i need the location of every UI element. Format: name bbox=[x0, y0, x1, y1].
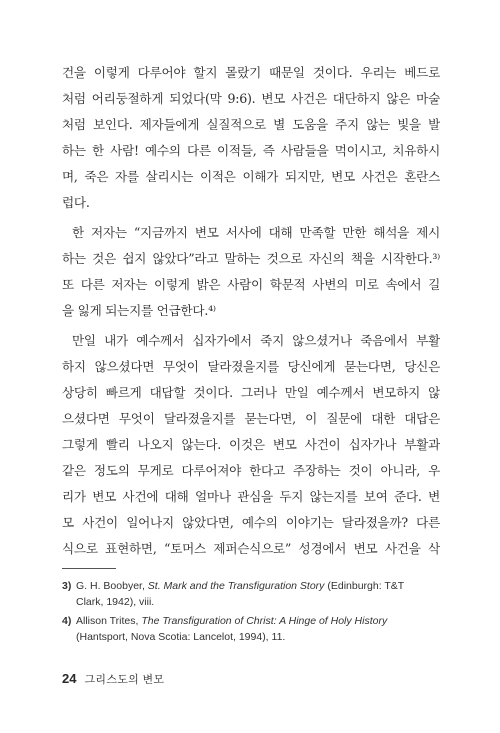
running-title: 그리스도의 변모 bbox=[84, 674, 165, 686]
footnote-publication: Clark, 1942), viii. bbox=[76, 596, 155, 608]
page-number: 24 bbox=[62, 671, 77, 686]
body-line: 처럼 보인다. 제자들에게 실질적으로 별 도움을 주지 않는 빛을 발 bbox=[62, 117, 440, 132]
footnote-book-title: The Transfiguration of Christ: A Hinge of Holy History bbox=[141, 615, 388, 627]
body-line: 같은 정도의 무게로 다루어져야 한다고 주장하는 것이 아니라, 우 bbox=[62, 463, 440, 478]
footnote-3 bbox=[62, 578, 440, 594]
body-line: 식으로 표현하면, “토머스 제퍼슨식으로” 성경에서 변모 사건을 삭 bbox=[62, 541, 440, 556]
body-line: 하는 한 사람! 예수의 다른 이적들, 즉 사람들을 먹이시고, 치유하시 bbox=[62, 143, 440, 158]
footnote-author: G. H. Boobyer, bbox=[76, 580, 148, 592]
body-line: 상당히 빠르게 대답할 것이다. 그러나 만일 예수께서 변모하지 않 bbox=[62, 385, 440, 400]
body-line: 그렇게 빨리 나오지 않는다. 이것은 변모 사건이 십자가나 부활과 bbox=[62, 437, 440, 452]
body-line: 모 사건이 일어나지 않았다면, 예수의 이야기는 달라졌을까? 다른 bbox=[62, 515, 440, 530]
footnote-publication: (Hantsport, Nova Scotia: Lancelot, 1994), 11. bbox=[76, 631, 286, 643]
footnote-3-continued bbox=[62, 594, 440, 610]
page-footer bbox=[62, 670, 164, 688]
paragraph-first-line: 한 저자는 “지금까지 변모 서사에 대해 만족할 만한 해석을 제시 bbox=[72, 225, 440, 240]
body-line: 리가 변모 사건에 대해 얼마나 관심을 두지 않는지를 보여 준다. 변 bbox=[62, 489, 440, 504]
body-line: 또 다른 저자는 이렇게 밝은 사람이 학문적 사변의 미로 속에서 길 bbox=[62, 277, 440, 292]
body-line: 하는 것은 쉽지 않았다”라고 말하는 것으로 자신의 책을 시작한다.³⁾ bbox=[62, 251, 440, 266]
footnote-number: 3) bbox=[62, 580, 72, 592]
paragraph-first-line: 만일 내가 예수께서 십자가에서 죽지 않으셨거나 죽음에서 부활 bbox=[72, 333, 440, 348]
footnote-rule bbox=[62, 568, 116, 569]
footnote-publication: (Edinburgh: T&T bbox=[324, 580, 405, 592]
body-line: 며, 죽은 자를 살리시는 이적은 이해가 되지만, 변모 사건은 혼란스 bbox=[62, 169, 440, 184]
body-line: 을 잃게 되는지를 언급한다.⁴⁾ bbox=[62, 303, 216, 318]
body-line: 건을 이렇게 다루어야 할지 몰랐기 때문일 것이다. 우리는 베드로 bbox=[62, 65, 440, 80]
body-line: 하지 않으셨다면 무엇이 달라졌을지를 당신에게 묻는다면, 당신은 bbox=[62, 359, 440, 374]
footnote-author: Allison Trites, bbox=[76, 615, 142, 627]
footnote-number: 4) bbox=[62, 615, 72, 627]
body-line: 처럼 어리둥절하게 되었다(막 9:6). 변모 사건은 대단하지 않은 마술 bbox=[62, 91, 440, 106]
footnote-4 bbox=[62, 613, 440, 629]
body-line: 으셨다면 무엇이 달라졌을지를 묻는다면, 이 질문에 대한 대답은 bbox=[62, 411, 440, 426]
body-line: 럽다. bbox=[62, 195, 90, 210]
footnote-4-continued bbox=[62, 629, 440, 645]
footnote-book-title: St. Mark and the Transfiguration Story bbox=[147, 580, 325, 592]
